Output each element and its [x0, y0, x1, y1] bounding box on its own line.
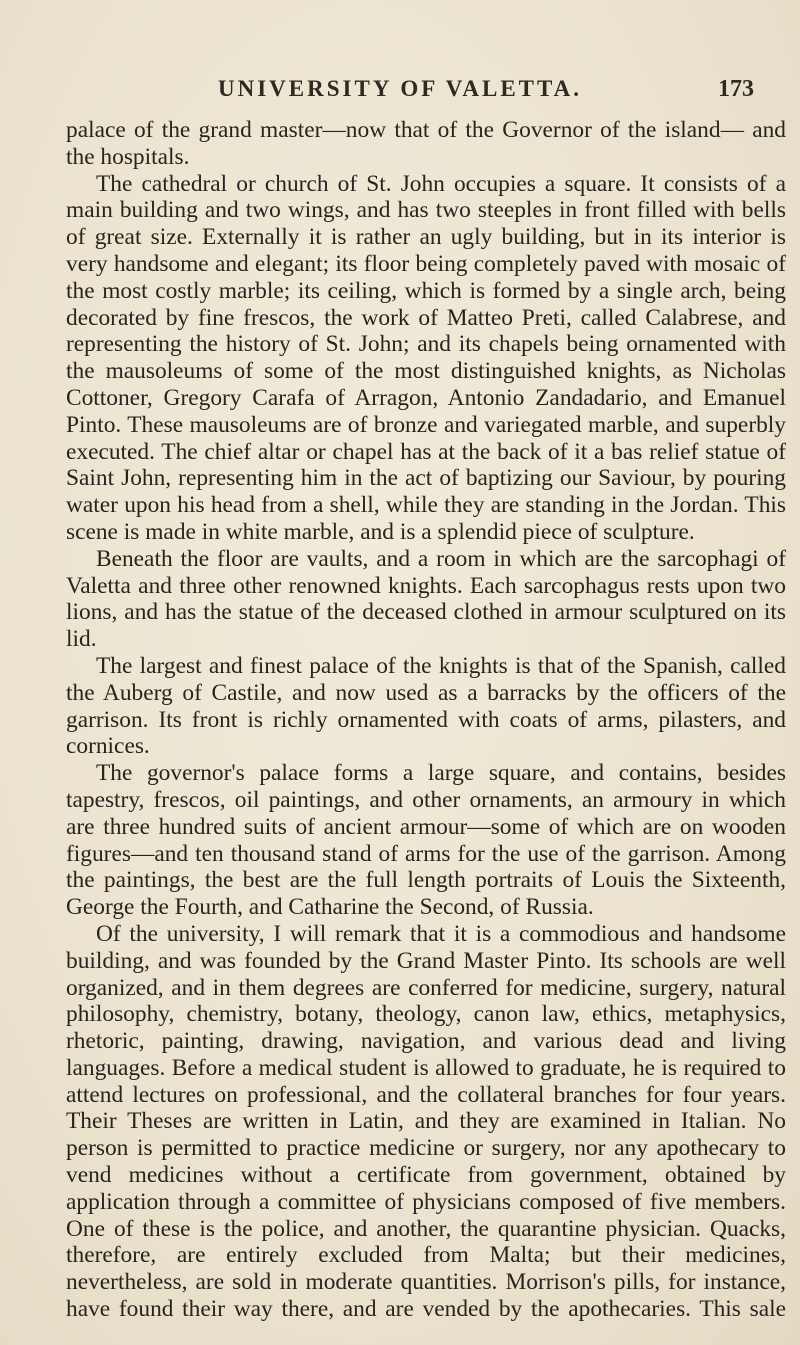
paragraph-cathedral: The cathedral or church of St. John occupies a square. It consists of a main building and two wings, and has two steeples in front filled with bells of great size. Externally it is rather an ugly building, but in its interior is very handsome and elegant; its floor being completely paved with mosaic of the most costly marble; its ceiling, which is formed by a single arch, being decorated by fine frescos, the work of Matteo Preti, called Calabrese, and representing the history of St. John; and its chapels being ornamented with the mausoleums of some of the most distinguished knights, as Nicholas Cottoner, Gregory Carafa of Arragon, Antonio Zandadario, and Emanuel Pinto. These mausoleums are of bronze and variegated marble, and superbly executed. The chief altar or chapel has at the back of it a bas relief statue of Saint John, representing him in the act of baptizing our Saviour, by pouring water upon his head from a shell, while they are standing in the Jordan. This scene is made in white marble, and is a splendid piece of sculpture. [66, 170, 786, 545]
paragraph-university: Of the university, I will remark that it is a commodious and handsome building, and was founded by the Grand Master Pinto. Its schools are well organized, and in them degrees are conferred for medicine, surgery, natural philosophy, chemistry, botany, theology, canon law, ethics, metaphysics, rhetoric, painting, drawing, navigation, and various dead and living languages. Before a medical student is allowed to graduate, he is required to attend lectures on professional, and the collateral branches for four years. Their Theses are written in Latin, and they are examined in Italian. No person is permitted to practice medicine or surgery, nor any apothecary to vend medicines without a certificate from government, obtained by application through a committee of physicians composed of five members. One of these is the police, and another, the quarantine physician. Quacks, therefore, are entirely excluded from Malta; but their medicines, nevertheless, are sold in moderate quantities. Morrison's pills, for instance, have found their way there, and are vended by the apothecaries. This sale [66, 920, 786, 1323]
paragraph-palace-continued: palace of the grand master—now that of the Governor of the island— and the hospitals. [66, 117, 786, 170]
paragraph-auberg-castile: The largest and finest palace of the knights is that of the Spanish, called the Auberg of Castile, and now used as a barracks by the officers of the garrison. Its front is richly ornamented with coats of arms, pilasters, and cornices. [66, 652, 786, 760]
body-text [66, 117, 786, 1323]
paragraph-vaults: Beneath the floor are vaults, and a room in which are the sarcophagi of Valetta and three other renowned knights. Each sarcophagus rests upon two lions, and has the statue of the deceased clothed in armour sculptured on its lid. [66, 545, 786, 653]
paragraph-governors-palace: The governor's palace forms a large square, and contains, besides tapestry, frescos, oil paintings, and other ornaments, an armoury in which are three hundred suits of ancient armour—some of which are on wooden figures—and ten thousand stand of arms for the use of the garrison. Among the paintings, the best are the full length portraits of Louis the Sixteenth, George the Fourth, and Catharine the Second, of Russia. [66, 760, 786, 921]
running-title: UNIVERSITY OF VALETTA. [218, 76, 583, 101]
page-number: 173 [718, 76, 754, 102]
running-head [218, 76, 798, 108]
